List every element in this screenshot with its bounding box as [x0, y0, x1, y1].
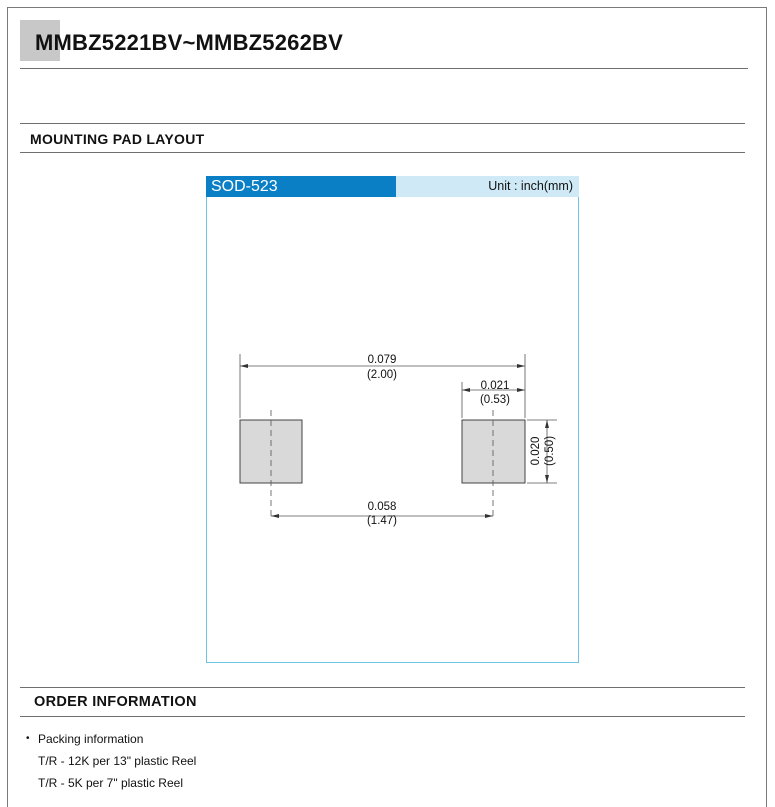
- order-rule-top: [20, 687, 745, 688]
- pad-height-mm: (0.50): [544, 435, 556, 467]
- pad-width-inch: 0.021: [480, 380, 510, 392]
- arrow: [462, 388, 470, 392]
- packing-label: Packing information: [38, 732, 144, 746]
- arrow: [271, 514, 279, 518]
- overall-dim-mm: (2.00): [366, 369, 398, 381]
- center-dim-mm: (1.47): [366, 515, 398, 527]
- arrow: [545, 420, 549, 428]
- order-section-title: ORDER INFORMATION: [34, 694, 197, 710]
- mounting-rule-top: [20, 123, 745, 124]
- package-name: SOD-523: [206, 176, 396, 197]
- arrow: [517, 388, 525, 392]
- mounting-rule-bottom: [20, 152, 745, 153]
- arrow: [517, 364, 525, 368]
- center-dim-inch: 0.058: [367, 501, 397, 513]
- overall-dim-inch: 0.079: [367, 354, 397, 366]
- page-title: MMBZ5221BV~MMBZ5262BV: [35, 30, 344, 55]
- right-pad: [462, 420, 525, 483]
- packing-line-2: T/R - 5K per 7" plastic Reel: [38, 776, 183, 790]
- arrow: [485, 514, 493, 518]
- title-divider: [20, 68, 748, 69]
- arrow: [545, 475, 549, 483]
- unit-label: Unit : inch(mm): [488, 179, 573, 193]
- mounting-section-title: MOUNTING PAD LAYOUT: [30, 131, 205, 147]
- pad-width-mm: (0.53): [479, 394, 511, 406]
- pad-height-inch: 0.020: [530, 436, 542, 466]
- arrow: [240, 364, 248, 368]
- packing-line-1: T/R - 12K per 13" plastic Reel: [38, 754, 197, 768]
- pad-layout-drawing: [207, 198, 578, 662]
- bullet: •: [26, 733, 30, 744]
- order-rule-bottom: [20, 716, 745, 717]
